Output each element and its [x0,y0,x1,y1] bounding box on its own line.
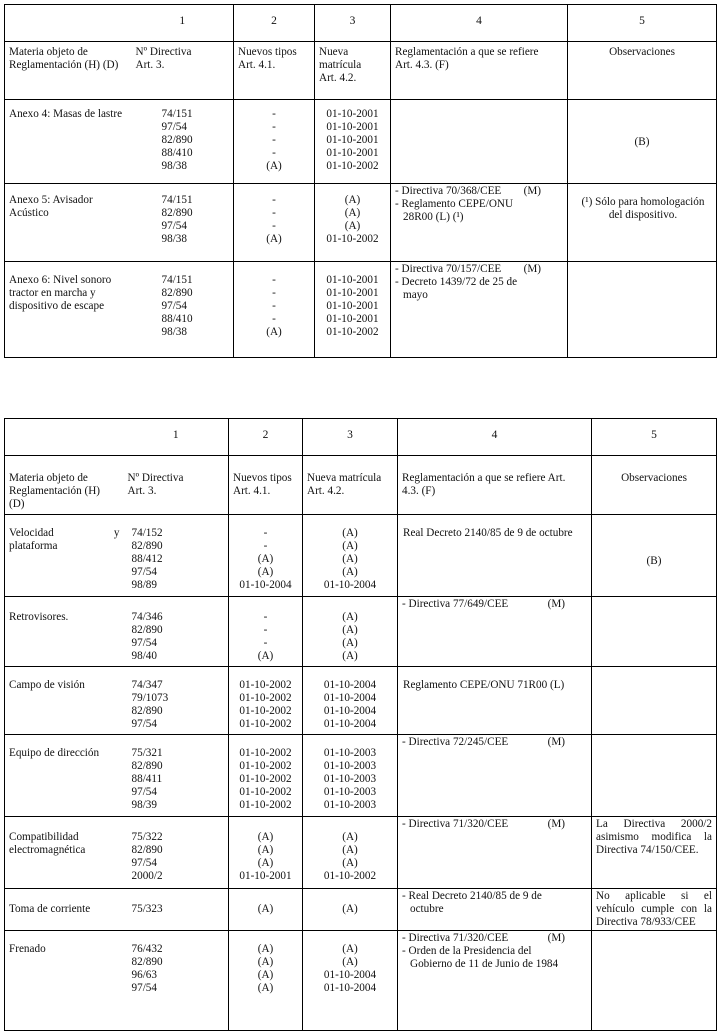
rule-item: - Orden de la Presidencia del [402,945,532,957]
table-row [5,931,717,1031]
header-nuevos-tipos: Nuevos tipos Art. 4.1. [229,456,303,515]
nuevos-cell: - - - - (A) [234,262,315,358]
header-materia: Materia objeto de Reglamentación (H) (D) [5,456,124,515]
nuevos-cell: - - - - (A) [234,100,315,184]
rule-item: - Reglamento CEPE/ONU [395,198,514,210]
col-number-5: 5 [568,5,717,42]
col-number-4: 4 [398,419,592,456]
col-number-1: 1 [132,5,234,42]
rule-item: - Directiva 77/649/CEE (M) [402,598,565,610]
nuevos-cell: 01-10-2002 01-10-2002 01-10-2002 01-10-2002 01-10-2002 [229,735,303,817]
matricula-cell: 01-10-2001 01-10-2001 01-10-2001 01-10-2001 01-10-2002 [315,262,391,358]
header-materia: Materia objeto de Reglamentación (H) (D) [5,42,132,100]
column-number-row [5,419,717,456]
observaciones-cell: No aplicable si el vehículo cumple con la Directiva 78/933/CEE [592,889,717,931]
observaciones-cell [592,735,717,817]
matricula-cell: (A) (A) (A) (A) [303,597,398,667]
matricula-cell: 01-10-2004 01-10-2004 01-10-2004 01-10-2004 [303,667,398,735]
reglamentacion-cell [398,817,592,889]
col-number-4: 4 [391,5,568,42]
nuevos-cell: - - (A) (A) 01-10-2004 [229,515,303,597]
header-observaciones: Observaciones [592,456,717,515]
materia-cell: Velocidad y plataforma [5,515,124,597]
observaciones-cell: (B) [592,515,717,597]
rule-item: - Real Decreto 2140/85 de 9 de [402,890,542,902]
nuevos-cell: (A) (A) (A) (A) [229,931,303,1031]
matricula-cell: (A) (A) (A) 01-10-2002 [315,184,391,262]
header-nuevos-tipos: Nuevos tipos Art. 4.1. [234,42,315,100]
directiva-cell: 74/151 97/54 82/890 88/410 98/38 [132,100,234,184]
rule-item: - Decreto 1439/72 de 25 de [395,276,518,288]
table-annex-4-6 [4,4,717,358]
nuevos-cell: (A) (A) (A) 01-10-2001 [229,817,303,889]
nuevos-cell: 01-10-2002 01-10-2002 01-10-2002 01-10-2002 [229,667,303,735]
materia-cell: Retrovisores. [5,597,124,667]
header-observaciones: Observaciones [568,42,717,100]
header-reglamentacion: Reglamentación a que se refiere Art. 4.3. (F) [391,42,568,100]
header-nueva-matricula: Nueva matrícula Art. 4.2. [303,456,398,515]
col-number-3: 3 [315,5,391,42]
reglamentacion-cell [398,597,592,667]
reglamentacion-cell [391,100,568,184]
header-directiva: Nº Directiva Art. 3. [132,42,234,100]
matricula-cell: (A) (A) 01-10-2004 01-10-2004 [303,931,398,1031]
directiva-cell: 74/152 82/890 88/412 97/54 98/89 [124,515,229,597]
nuevos-cell: - - - (A) [234,184,315,262]
materia-cell: Anexo 4: Masas de lastre [5,100,132,184]
rule-item: - Directiva 71/320/CEE (M) [402,932,565,944]
observaciones-cell: (B) [568,100,717,184]
table-row [5,184,717,262]
observaciones-cell: La Directiva 2000/2 asimismo modifica la Directiva 74/150/CEE. [592,817,717,889]
matricula-cell: (A) [303,889,398,931]
observaciones-cell [592,667,717,735]
materia-cell: Frenado [5,931,124,1031]
table-general [4,418,717,1031]
materia-cell: Equipo de dirección [5,735,124,817]
nuevos-cell: (A) [229,889,303,931]
observaciones-cell [592,597,717,667]
materia-cell: Campo de visión [5,667,124,735]
observaciones-cell [568,262,717,358]
reglamentacion-cell: - Real Decreto 2140/85 de 9 de octubre [398,889,592,931]
col-number-2: 2 [234,5,315,42]
reglamentacion-cell: Reglamento CEPE/ONU 71R00 (L) [398,667,592,735]
col-number-3: 3 [303,419,398,456]
rule-item: - Directiva 70/157/CEE (M) [395,263,541,275]
header-reglamentacion: Reglamentación a que se refiere Art. 4.3. (F) [398,456,592,515]
matricula-cell: (A) (A) (A) (A) 01-10-2004 [303,515,398,597]
empty-cell [5,5,132,42]
reglamentacion-cell: Real Decreto 2140/85 de 9 de octubre [398,515,592,597]
directiva-cell: 75/322 82/890 97/54 2000/2 [124,817,229,889]
directiva-cell: 75/321 82/890 88/411 97/54 98/39 [124,735,229,817]
reglamentacion-cell: - Directiva 70/157/CEE (M) - Decreto 1439/72 de 25 de mayo [391,262,568,358]
reglamentacion-cell [398,735,592,817]
table-row [5,515,717,597]
column-number-row [5,5,717,42]
materia-cell: Toma de corriente [5,889,124,931]
col-number-2: 2 [229,419,303,456]
materia-cell: Anexo 5: Avisador Acústico [5,184,132,262]
reglamentacion-cell: - Directiva 70/368/CEE (M) - Reglamento CEPE/ONU 28R00 (L) (¹) [391,184,568,262]
rule-item: - Directiva 72/245/CEE (M) [402,736,565,748]
table-row [5,262,717,358]
observaciones-cell [592,931,717,1031]
directiva-cell: 74/151 82/890 97/54 88/410 98/38 [132,262,234,358]
header-directiva: Nº Directiva Art. 3. [124,456,229,515]
empty-cell [5,419,124,456]
rule-item: - Directiva 71/320/CEE (M) [402,818,565,830]
header-nueva-matricula: Nueva matrícula Art. 4.2. [315,42,391,100]
rule-item: - Directiva 70/368/CEE (M) [395,185,541,197]
reglamentacion-cell: - Directiva 71/320/CEE (M) - Orden de la Presidencia del Gobierno de 11 de Junio de 1984 [398,931,592,1031]
table-row [5,735,717,817]
materia-cell: Anexo 6: Nivel sonoro tractor en marcha y dispositivo de escape [5,262,132,358]
header-row [5,42,717,100]
directiva-cell: 74/346 82/890 97/54 98/40 [124,597,229,667]
table-row [5,889,717,931]
directiva-cell: 75/323 [124,889,229,931]
col-number-1: 1 [124,419,229,456]
observaciones-cell: (¹) Sólo para homologación del dispositivo. [568,184,717,262]
directiva-cell: 74/347 79/1073 82/890 97/54 [124,667,229,735]
directiva-cell: 74/151 82/890 97/54 98/38 [132,184,234,262]
matricula-cell: 01-10-2003 01-10-2003 01-10-2003 01-10-2003 01-10-2003 [303,735,398,817]
table-row [5,597,717,667]
materia-cell: Compatibilidad electromagnética [5,817,124,889]
nuevos-cell: - - - (A) [229,597,303,667]
table-row [5,817,717,889]
directiva-cell: 76/432 82/890 96/63 97/54 [124,931,229,1031]
matricula-cell: 01-10-2001 01-10-2001 01-10-2001 01-10-2001 01-10-2002 [315,100,391,184]
col-number-5: 5 [592,419,717,456]
table-row [5,667,717,735]
header-row [5,456,717,515]
matricula-cell: (A) (A) (A) 01-10-2002 [303,817,398,889]
table-row [5,100,717,184]
